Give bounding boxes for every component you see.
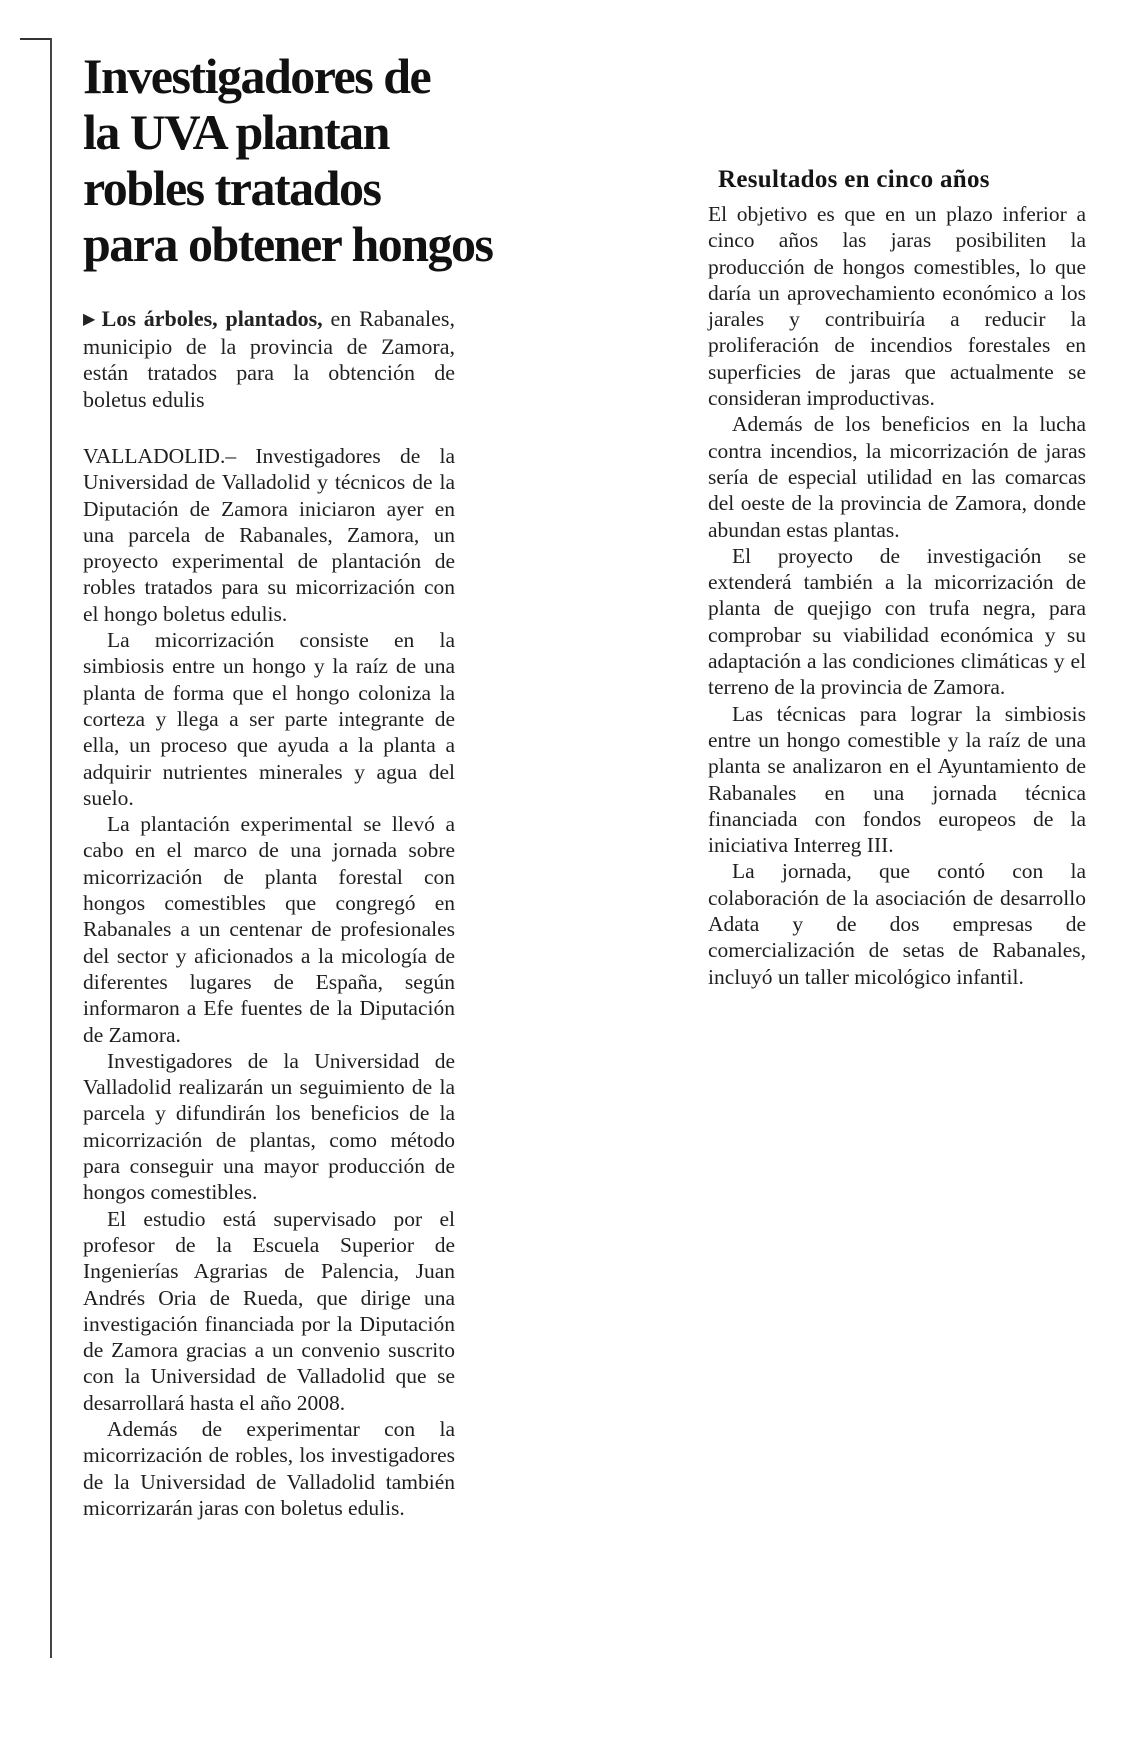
paragraph: El proyecto de investigación se extenderá también a la micorrización de planta de quejigo con trufa negra, para comprobar su viabilidad económica y su adaptación a las condiciones climáticas y el terreno de la provincia de Zamora. (708, 543, 1086, 700)
paragraph: Además de experimentar con la micorrización de robles, los investigadores de la Universidad de Valladolid también micorrizarán jaras con boletus edulis. (83, 1416, 455, 1520)
headline (83, 48, 493, 272)
paragraph: El objetivo es que en un plazo inferior a cinco años las jaras posibiliten la producción de hongos comestibles, lo que daría un aprovechamiento económico a los jarales y contribuiría a reducir la proliferación de incendios forestales en superficies de jaras que actualmente se consideran improductivas. (708, 202, 1086, 411)
headline-line: robles tratados (83, 160, 381, 216)
headline-line: para obtener hongos (83, 216, 493, 272)
subhead (83, 306, 455, 413)
column-rule-top (20, 38, 52, 40)
subhead-text: en Rabanales, municipio de la provincia de Zamora, están tratados para la obtención de boletus edulis (83, 306, 455, 412)
paragraph: Investigadores de la Universidad de Valladolid realizarán un seguimiento de la parcela y difundirán los beneficios de la micorrización de plantas, como método para conseguir una mayor producción de hongos comestibles. (83, 1048, 455, 1205)
left-body (83, 443, 455, 1521)
headline-line: Investigadores de (83, 48, 431, 104)
left-column (83, 48, 493, 1521)
right-column (708, 165, 1086, 990)
subhead-lead: Los árboles, plantados, (101, 306, 323, 331)
headline-line: la UVA plantan (83, 104, 389, 160)
paragraph: El estudio está supervisado por el profesor de la Escuela Superior de Ingenierías Agrarias de Palencia, Juan Andrés Oria de Rueda, que dirige una investigación financiada por la Diputación de Zamora gracias a un convenio suscrito con la Universidad de Valladolid que se desarrollará hasta el año 2008. (83, 1206, 455, 1415)
right-body (708, 201, 1086, 990)
column-rule-left (50, 38, 52, 1658)
section-title: Resultados en cinco años (718, 166, 990, 193)
paragraph: La jornada, que contó con la colaboración de la asociación de desarrollo Adata y de dos empresas de comercialización de setas de Rabanales, incluyó un taller micológico infantil. (708, 859, 1086, 989)
paragraph: Además de los beneficios en la lucha contra incendios, la micorrización de jaras sería de especial utilidad en las comarcas del oeste de la provincia de Zamora, donde abundan estas plantas. (708, 412, 1086, 542)
triangle-bullet-icon: ▶ (83, 311, 98, 328)
paragraph: La plantación experimental se llevó a cabo en el marco de una jornada sobre micorrización de planta forestal con hongos comestibles que congregó en Rabanales a un centenar de profesionales del sector y aficionados a la micología de diferentes lugares de España, según informaron a Efe fuentes de la Diputación de Zamora. (83, 812, 455, 1047)
paragraph: La micorrización consiste en la simbiosis entre un hongo y la raíz de una planta de forma que el hongo coloniza la corteza y llega a ser parte integrante de ella, un proceso que ayuda a la planta a adquirir nutrientes minerales y agua del suelo. (83, 628, 455, 810)
paragraph: Las técnicas para lograr la simbiosis entre un hongo comestible y la raíz de una planta se analizaron en el Ayuntamiento de Rabanales en una jornada técnica financiada con fondos europeos de la iniciativa Interreg III. (708, 701, 1086, 858)
paragraph: VALLADOLID.– Investigadores de la Universidad de Valladolid y técnicos de la Diputación de Zamora iniciaron ayer en una parcela de Rabanales, Zamora, un proyecto experimental de plantación de robles tratados para su micorrización con el hongo boletus edulis. (83, 444, 455, 626)
